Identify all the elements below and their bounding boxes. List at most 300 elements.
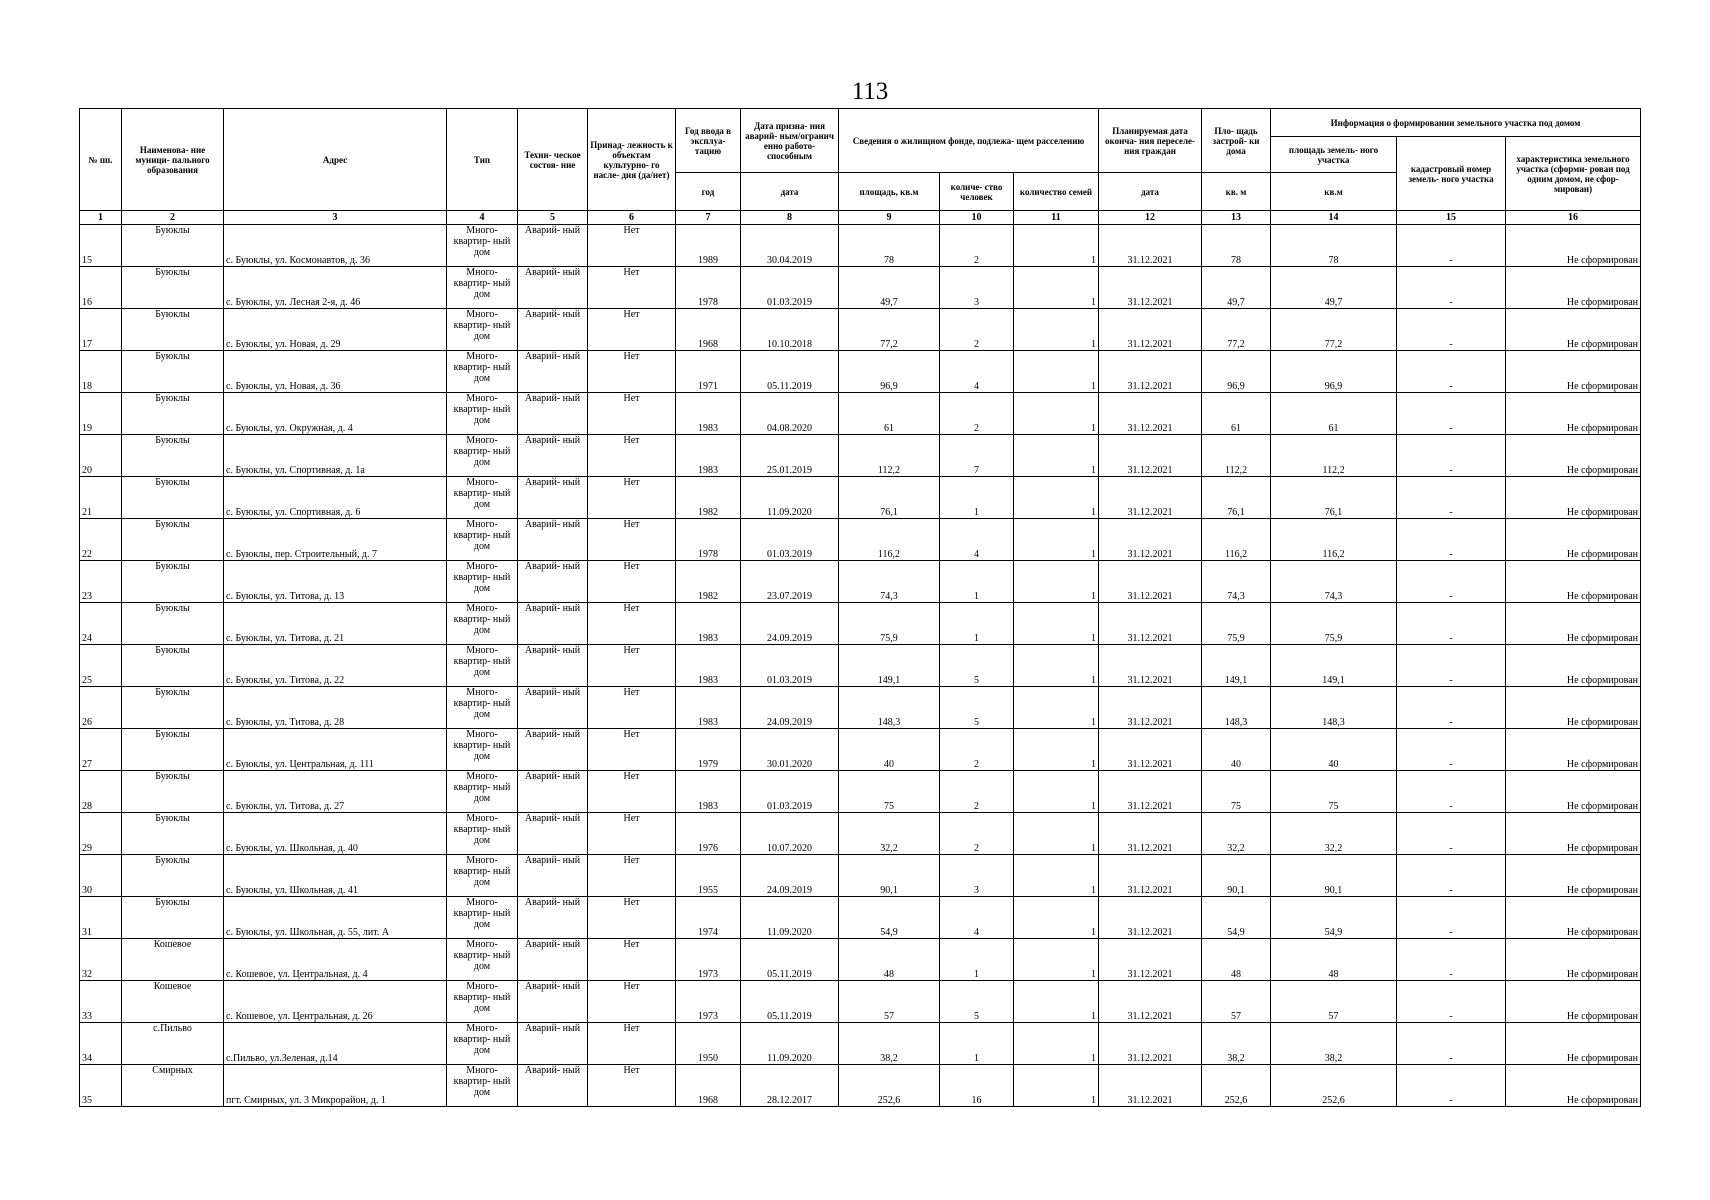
resettle-date-cell: 31.12.2021 <box>1099 813 1202 855</box>
municipality-cell: Буюклы <box>122 351 224 393</box>
address-cell: с. Буюклы, ул. Космонавтов, д. 36 <box>224 225 447 267</box>
resettle-date-cell: 31.12.2021 <box>1099 729 1202 771</box>
building-type-cell: Много- квартир- ный дом <box>447 855 518 897</box>
builtup-area-cell: 57 <box>1202 981 1271 1023</box>
municipality-cell: Буюклы <box>122 561 224 603</box>
technical-state-cell: Аварий- ный <box>518 981 588 1023</box>
technical-state-cell: Аварий- ный <box>518 939 588 981</box>
land-area-cell: 32,2 <box>1271 813 1397 855</box>
builtup-area-cell: 78 <box>1202 225 1271 267</box>
address-cell: с. Буюклы, ул. Титова, д. 21 <box>224 603 447 645</box>
builtup-area-cell: 75 <box>1202 771 1271 813</box>
family-count-cell: 1 <box>1014 267 1099 309</box>
building-type-cell: Много- квартир- ный дом <box>447 603 518 645</box>
column-number: 15 <box>1397 211 1506 225</box>
housing-area-cell: 48 <box>839 939 940 981</box>
building-type-cell: Много- квартир- ный дом <box>447 897 518 939</box>
heritage-cell: Нет <box>588 309 676 351</box>
land-area-cell: 112,2 <box>1271 435 1397 477</box>
year-cell: 1955 <box>676 855 741 897</box>
builtup-area-cell: 75,9 <box>1202 603 1271 645</box>
municipality-cell: Буюклы <box>122 771 224 813</box>
people-count-cell: 5 <box>940 645 1014 687</box>
cadastral-cell: - <box>1397 687 1506 729</box>
cadastral-cell: - <box>1397 519 1506 561</box>
header-area: площадь, кв.м <box>839 173 940 211</box>
address-cell: с. Буюклы, ул. Школьная, д. 41 <box>224 855 447 897</box>
family-count-cell: 1 <box>1014 309 1099 351</box>
municipality-cell: Буюклы <box>122 225 224 267</box>
row-number-cell: 17 <box>80 309 122 351</box>
housing-area-cell: 57 <box>839 981 940 1023</box>
housing-area-cell: 90,1 <box>839 855 940 897</box>
family-count-cell: 1 <box>1014 897 1099 939</box>
table-row <box>80 519 1641 561</box>
table-row <box>80 351 1641 393</box>
resettle-date-cell: 31.12.2021 <box>1099 1065 1202 1107</box>
resettle-date-cell: 31.12.2021 <box>1099 225 1202 267</box>
heritage-cell: Нет <box>588 393 676 435</box>
cadastral-cell: - <box>1397 351 1506 393</box>
address-cell: с. Кошевое, ул. Центральная, д. 4 <box>224 939 447 981</box>
housing-area-cell: 54,9 <box>839 897 940 939</box>
table-row <box>80 603 1641 645</box>
people-count-cell: 5 <box>940 687 1014 729</box>
row-number-cell: 23 <box>80 561 122 603</box>
building-type-cell: Много- квартир- ный дом <box>447 351 518 393</box>
resettle-date-cell: 31.12.2021 <box>1099 393 1202 435</box>
cadastral-cell: - <box>1397 981 1506 1023</box>
technical-state-cell: Аварий- ный <box>518 561 588 603</box>
recognition-date-cell: 11.09.2020 <box>741 477 839 519</box>
header-resettle-group: Планируемая дата оконча- ния переселе- ния граждан <box>1099 109 1202 173</box>
builtup-area-cell: 90,1 <box>1202 855 1271 897</box>
land-area-cell: 116,2 <box>1271 519 1397 561</box>
header-families: количество семей <box>1014 173 1099 211</box>
municipality-cell: Буюклы <box>122 477 224 519</box>
people-count-cell: 2 <box>940 771 1014 813</box>
land-characteristic-cell: Не сформирован <box>1506 351 1641 393</box>
year-cell: 1973 <box>676 981 741 1023</box>
building-type-cell: Много- квартир- ный дом <box>447 981 518 1023</box>
technical-state-cell: Аварий- ный <box>518 729 588 771</box>
land-area-cell: 90,1 <box>1271 855 1397 897</box>
address-cell: с. Буюклы, ул. Титова, д. 28 <box>224 687 447 729</box>
land-area-cell: 48 <box>1271 939 1397 981</box>
heritage-cell: Нет <box>588 225 676 267</box>
row-number-cell: 19 <box>80 393 122 435</box>
people-count-cell: 4 <box>940 519 1014 561</box>
column-number: 6 <box>588 211 676 225</box>
land-area-cell: 76,1 <box>1271 477 1397 519</box>
year-cell: 1973 <box>676 939 741 981</box>
family-count-cell: 1 <box>1014 939 1099 981</box>
table-row <box>80 435 1641 477</box>
people-count-cell: 3 <box>940 855 1014 897</box>
row-number-cell: 24 <box>80 603 122 645</box>
column-number: 3 <box>224 211 447 225</box>
family-count-cell: 1 <box>1014 603 1099 645</box>
resettle-date-cell: 31.12.2021 <box>1099 603 1202 645</box>
year-cell: 1983 <box>676 603 741 645</box>
cadastral-cell: - <box>1397 939 1506 981</box>
builtup-area-cell: 61 <box>1202 393 1271 435</box>
row-number-cell: 16 <box>80 267 122 309</box>
housing-area-cell: 252,6 <box>839 1065 940 1107</box>
recognition-date-cell: 04.08.2020 <box>741 393 839 435</box>
land-area-cell: 148,3 <box>1271 687 1397 729</box>
builtup-area-cell: 77,2 <box>1202 309 1271 351</box>
heritage-cell: Нет <box>588 1065 676 1107</box>
building-type-cell: Много- квартир- ный дом <box>447 813 518 855</box>
cadastral-cell: - <box>1397 813 1506 855</box>
land-characteristic-cell: Не сформирован <box>1506 645 1641 687</box>
people-count-cell: 4 <box>940 897 1014 939</box>
land-characteristic-cell: Не сформирован <box>1506 981 1641 1023</box>
cadastral-cell: - <box>1397 1023 1506 1065</box>
column-number: 11 <box>1014 211 1099 225</box>
builtup-area-cell: 54,9 <box>1202 897 1271 939</box>
heritage-cell: Нет <box>588 729 676 771</box>
builtup-area-cell: 149,1 <box>1202 645 1271 687</box>
header-tech-state: Техни- ческое состоя- ние <box>518 109 588 211</box>
row-number-cell: 33 <box>80 981 122 1023</box>
header-resettle-date: дата <box>1099 173 1202 211</box>
header-land-group: Информация о формировании земельного участка под домом <box>1271 109 1641 137</box>
people-count-cell: 1 <box>940 477 1014 519</box>
heritage-cell: Нет <box>588 435 676 477</box>
builtup-area-cell: 116,2 <box>1202 519 1271 561</box>
people-count-cell: 4 <box>940 351 1014 393</box>
building-type-cell: Много- квартир- ный дом <box>447 393 518 435</box>
builtup-area-cell: 38,2 <box>1202 1023 1271 1065</box>
land-characteristic-cell: Не сформирован <box>1506 1023 1641 1065</box>
row-number-cell: 18 <box>80 351 122 393</box>
cadastral-cell: - <box>1397 1065 1506 1107</box>
year-cell: 1982 <box>676 477 741 519</box>
column-number: 16 <box>1506 211 1641 225</box>
technical-state-cell: Аварий- ный <box>518 435 588 477</box>
land-characteristic-cell: Не сформирован <box>1506 519 1641 561</box>
land-characteristic-cell: Не сформирован <box>1506 561 1641 603</box>
housing-area-cell: 49,7 <box>839 267 940 309</box>
table-row <box>80 981 1641 1023</box>
column-number: 4 <box>447 211 518 225</box>
family-count-cell: 1 <box>1014 729 1099 771</box>
family-count-cell: 1 <box>1014 435 1099 477</box>
housing-area-cell: 32,2 <box>839 813 940 855</box>
municipality-cell: Буюклы <box>122 393 224 435</box>
builtup-area-cell: 96,9 <box>1202 351 1271 393</box>
header-num: № пп. <box>80 109 122 211</box>
table-row <box>80 1065 1641 1107</box>
resettle-date-cell: 31.12.2021 <box>1099 981 1202 1023</box>
table-row <box>80 771 1641 813</box>
year-cell: 1978 <box>676 267 741 309</box>
heritage-cell: Нет <box>588 855 676 897</box>
family-count-cell: 1 <box>1014 813 1099 855</box>
people-count-cell: 1 <box>940 561 1014 603</box>
header-date-group: Дата призна- ния аварий- ным/огранич енно работо- способным <box>741 109 839 173</box>
address-cell: с. Буюклы, ул. Центральная, д. 111 <box>224 729 447 771</box>
builtup-area-cell: 148,3 <box>1202 687 1271 729</box>
land-area-cell: 38,2 <box>1271 1023 1397 1065</box>
resettle-date-cell: 31.12.2021 <box>1099 939 1202 981</box>
header-builtup-unit: кв. м <box>1202 173 1271 211</box>
address-cell: с. Буюклы, пер. Строительный, д. 7 <box>224 519 447 561</box>
heritage-cell: Нет <box>588 351 676 393</box>
housing-area-cell: 76,1 <box>839 477 940 519</box>
table-row <box>80 645 1641 687</box>
builtup-area-cell: 48 <box>1202 939 1271 981</box>
technical-state-cell: Аварий- ный <box>518 1065 588 1107</box>
technical-state-cell: Аварий- ный <box>518 225 588 267</box>
address-cell: с. Буюклы, ул. Спортивная, д. 1а <box>224 435 447 477</box>
builtup-area-cell: 252,6 <box>1202 1065 1271 1107</box>
heritage-cell: Нет <box>588 645 676 687</box>
row-number-cell: 35 <box>80 1065 122 1107</box>
column-number: 9 <box>839 211 940 225</box>
housing-area-cell: 38,2 <box>839 1023 940 1065</box>
building-type-cell: Много- квартир- ный дом <box>447 225 518 267</box>
municipality-cell: Буюклы <box>122 267 224 309</box>
resettle-date-cell: 31.12.2021 <box>1099 1023 1202 1065</box>
resettle-date-cell: 31.12.2021 <box>1099 477 1202 519</box>
recognition-date-cell: 01.03.2019 <box>741 645 839 687</box>
column-number: 1 <box>80 211 122 225</box>
building-type-cell: Много- квартир- ный дом <box>447 519 518 561</box>
address-cell: с. Буюклы, ул. Новая, д. 36 <box>224 351 447 393</box>
year-cell: 1968 <box>676 309 741 351</box>
land-area-cell: 54,9 <box>1271 897 1397 939</box>
family-count-cell: 1 <box>1014 519 1099 561</box>
header-land-area-group: площадь земель- ного участка <box>1271 137 1397 173</box>
housing-area-cell: 148,3 <box>839 687 940 729</box>
cadastral-cell: - <box>1397 855 1506 897</box>
housing-area-cell: 61 <box>839 393 940 435</box>
cadastral-cell: - <box>1397 393 1506 435</box>
housing-area-cell: 96,9 <box>839 351 940 393</box>
row-number-cell: 26 <box>80 687 122 729</box>
builtup-area-cell: 112,2 <box>1202 435 1271 477</box>
family-count-cell: 1 <box>1014 351 1099 393</box>
address-cell: с. Буюклы, ул. Школьная, д. 55, лит. А <box>224 897 447 939</box>
building-type-cell: Много- квартир- ный дом <box>447 435 518 477</box>
people-count-cell: 5 <box>940 981 1014 1023</box>
land-characteristic-cell: Не сформирован <box>1506 309 1641 351</box>
recognition-date-cell: 24.09.2019 <box>741 855 839 897</box>
table-row <box>80 939 1641 981</box>
family-count-cell: 1 <box>1014 561 1099 603</box>
table-header <box>80 109 1641 225</box>
land-area-cell: 96,9 <box>1271 351 1397 393</box>
row-number-cell: 28 <box>80 771 122 813</box>
recognition-date-cell: 01.03.2019 <box>741 519 839 561</box>
heritage-cell: Нет <box>588 897 676 939</box>
recognition-date-cell: 05.11.2019 <box>741 351 839 393</box>
year-cell: 1983 <box>676 435 741 477</box>
land-area-cell: 77,2 <box>1271 309 1397 351</box>
resettle-date-cell: 31.12.2021 <box>1099 855 1202 897</box>
land-area-cell: 74,3 <box>1271 561 1397 603</box>
header-heritage: Принад- лежность к объектам культурно- го насле- дия (да/нет) <box>588 109 676 211</box>
land-characteristic-cell: Не сформирован <box>1506 477 1641 519</box>
housing-area-cell: 74,3 <box>839 561 940 603</box>
row-number-cell: 20 <box>80 435 122 477</box>
row-number-cell: 30 <box>80 855 122 897</box>
technical-state-cell: Аварий- ный <box>518 309 588 351</box>
table-row <box>80 477 1641 519</box>
heritage-cell: Нет <box>588 519 676 561</box>
header-address: Адрес <box>224 109 447 211</box>
recognition-date-cell: 05.11.2019 <box>741 939 839 981</box>
technical-state-cell: Аварий- ный <box>518 393 588 435</box>
year-cell: 1971 <box>676 351 741 393</box>
land-characteristic-cell: Не сформирован <box>1506 813 1641 855</box>
family-count-cell: 1 <box>1014 855 1099 897</box>
header-municipality: Наименова- ние муници- пального образования <box>122 109 224 211</box>
recognition-date-cell: 11.09.2020 <box>741 1023 839 1065</box>
family-count-cell: 1 <box>1014 981 1099 1023</box>
land-area-cell: 57 <box>1271 981 1397 1023</box>
municipality-cell: Буюклы <box>122 309 224 351</box>
resettle-date-cell: 31.12.2021 <box>1099 771 1202 813</box>
row-number-cell: 22 <box>80 519 122 561</box>
builtup-area-cell: 32,2 <box>1202 813 1271 855</box>
address-cell: с. Буюклы, ул. Школьная, д. 40 <box>224 813 447 855</box>
housing-area-cell: 40 <box>839 729 940 771</box>
header-type: Тип <box>447 109 518 211</box>
table-row <box>80 267 1641 309</box>
municipality-cell: Кошевое <box>122 981 224 1023</box>
municipality-cell: Буюклы <box>122 855 224 897</box>
family-count-cell: 1 <box>1014 687 1099 729</box>
technical-state-cell: Аварий- ный <box>518 855 588 897</box>
municipality-cell: Буюклы <box>122 813 224 855</box>
municipality-cell: Смирных <box>122 1065 224 1107</box>
table-row <box>80 561 1641 603</box>
land-characteristic-cell: Не сформирован <box>1506 393 1641 435</box>
table-body <box>80 225 1641 1107</box>
land-characteristic-cell: Не сформирован <box>1506 435 1641 477</box>
housing-area-cell: 75 <box>839 771 940 813</box>
land-area-cell: 49,7 <box>1271 267 1397 309</box>
building-type-cell: Много- квартир- ный дом <box>447 1023 518 1065</box>
people-count-cell: 1 <box>940 603 1014 645</box>
year-cell: 1983 <box>676 393 741 435</box>
year-cell: 1968 <box>676 1065 741 1107</box>
family-count-cell: 1 <box>1014 477 1099 519</box>
people-count-cell: 2 <box>940 813 1014 855</box>
year-cell: 1983 <box>676 645 741 687</box>
register-table <box>79 108 1641 1107</box>
header-year: год <box>676 173 741 211</box>
cadastral-cell: - <box>1397 603 1506 645</box>
people-count-cell: 7 <box>940 435 1014 477</box>
row-number-cell: 31 <box>80 897 122 939</box>
year-cell: 1950 <box>676 1023 741 1065</box>
building-type-cell: Много- квартир- ный дом <box>447 477 518 519</box>
header-builtup-group: Пло- щадь застрой- ки дома <box>1202 109 1271 173</box>
year-cell: 1976 <box>676 813 741 855</box>
table-row <box>80 813 1641 855</box>
recognition-date-cell: 23.07.2019 <box>741 561 839 603</box>
column-number: 7 <box>676 211 741 225</box>
land-area-cell: 78 <box>1271 225 1397 267</box>
header-cadastral: кадастровый номер земель- ного участка <box>1397 137 1506 211</box>
row-number-cell: 15 <box>80 225 122 267</box>
land-area-cell: 75 <box>1271 771 1397 813</box>
building-type-cell: Много- квартир- ный дом <box>447 309 518 351</box>
row-number-cell: 25 <box>80 645 122 687</box>
people-count-cell: 1 <box>940 1023 1014 1065</box>
land-area-cell: 40 <box>1271 729 1397 771</box>
heritage-cell: Нет <box>588 813 676 855</box>
column-number: 12 <box>1099 211 1202 225</box>
cadastral-cell: - <box>1397 477 1506 519</box>
year-cell: 1983 <box>676 687 741 729</box>
address-cell: пгт. Смирных, ул. 3 Микрорайон, д. 1 <box>224 1065 447 1107</box>
building-type-cell: Много- квартир- ный дом <box>447 267 518 309</box>
address-cell: с. Буюклы, ул. Лесная 2-я, д. 46 <box>224 267 447 309</box>
cadastral-cell: - <box>1397 771 1506 813</box>
technical-state-cell: Аварий- ный <box>518 603 588 645</box>
recognition-date-cell: 30.01.2020 <box>741 729 839 771</box>
header-land-char: характеристика земельного участка (сформи- рован под одним домом, не сфор- мирован) <box>1506 137 1641 211</box>
people-count-cell: 2 <box>940 225 1014 267</box>
recognition-date-cell: 10.10.2018 <box>741 309 839 351</box>
year-cell: 1974 <box>676 897 741 939</box>
row-number-cell: 34 <box>80 1023 122 1065</box>
technical-state-cell: Аварий- ный <box>518 771 588 813</box>
resettle-date-cell: 31.12.2021 <box>1099 645 1202 687</box>
table-row <box>80 855 1641 897</box>
housing-area-cell: 112,2 <box>839 435 940 477</box>
column-number: 2 <box>122 211 224 225</box>
column-number: 10 <box>940 211 1014 225</box>
family-count-cell: 1 <box>1014 645 1099 687</box>
address-cell: с. Буюклы, ул. Титова, д. 13 <box>224 561 447 603</box>
municipality-cell: Буюклы <box>122 603 224 645</box>
table-row <box>80 729 1641 771</box>
recognition-date-cell: 01.03.2019 <box>741 267 839 309</box>
housing-area-cell: 116,2 <box>839 519 940 561</box>
heritage-cell: Нет <box>588 981 676 1023</box>
technical-state-cell: Аварий- ный <box>518 519 588 561</box>
column-number: 5 <box>518 211 588 225</box>
people-count-cell: 1 <box>940 939 1014 981</box>
resettle-date-cell: 31.12.2021 <box>1099 435 1202 477</box>
municipality-cell: Кошевое <box>122 939 224 981</box>
family-count-cell: 1 <box>1014 1065 1099 1107</box>
year-cell: 1989 <box>676 225 741 267</box>
column-number: 8 <box>741 211 839 225</box>
table-row <box>80 225 1641 267</box>
table-row <box>80 309 1641 351</box>
building-type-cell: Много- квартир- ный дом <box>447 1065 518 1107</box>
land-characteristic-cell: Не сформирован <box>1506 855 1641 897</box>
technical-state-cell: Аварий- ный <box>518 1023 588 1065</box>
land-area-cell: 149,1 <box>1271 645 1397 687</box>
building-type-cell: Много- квартир- ный дом <box>447 939 518 981</box>
technical-state-cell: Аварий- ный <box>518 267 588 309</box>
people-count-cell: 2 <box>940 729 1014 771</box>
recognition-date-cell: 24.09.2019 <box>741 603 839 645</box>
municipality-cell: Буюклы <box>122 687 224 729</box>
land-characteristic-cell: Не сформирован <box>1506 687 1641 729</box>
year-cell: 1978 <box>676 519 741 561</box>
heritage-cell: Нет <box>588 771 676 813</box>
